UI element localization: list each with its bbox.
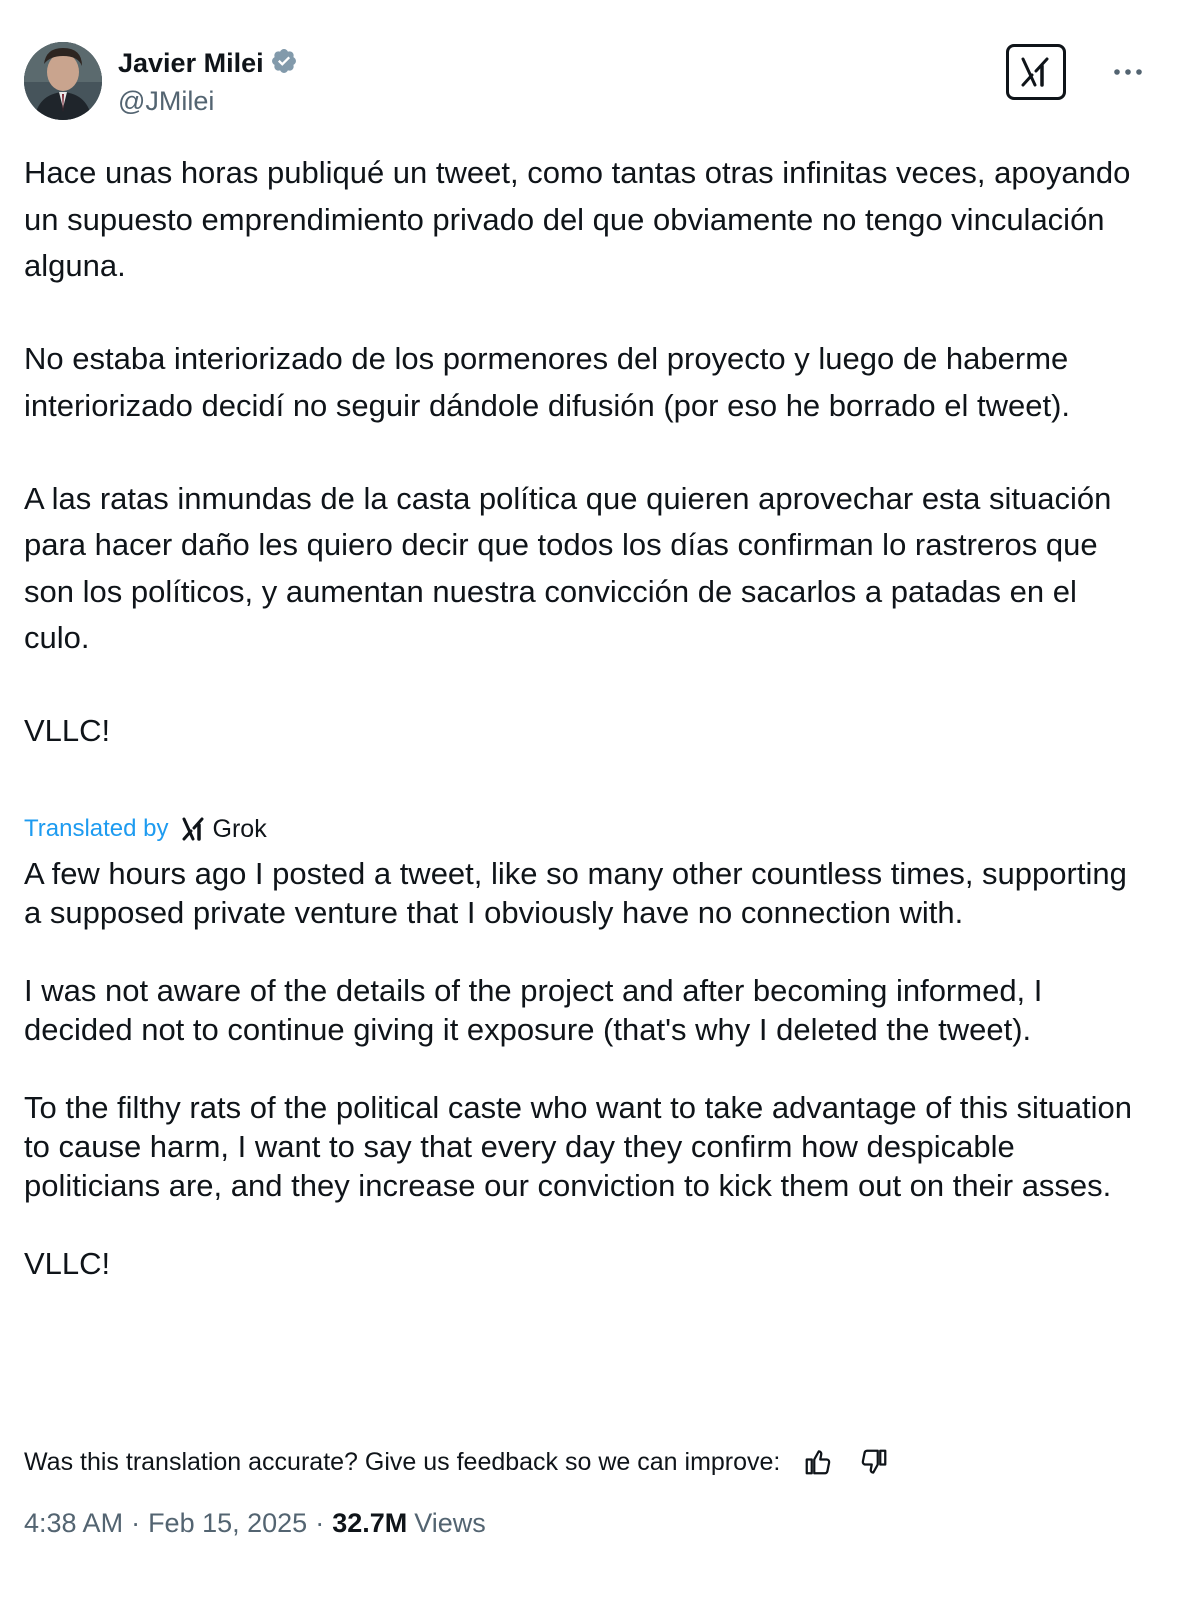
verified-badge-icon [270,47,298,80]
author-display-name[interactable]: Javier Milei [118,47,264,78]
original-paragraph-3: A las ratas inmundas de la casta política que quieren aprovechar esta situación para hacer daño les quiero decir que todos los días confirman lo rastreros que son los políticos, y aumentan nuestra convicción de sacarlos a patadas en el culo. [24,480,1112,655]
grok-button[interactable] [1006,44,1066,100]
translation-paragraph-4: VLLC! [24,1246,111,1281]
author-info [118,44,298,117]
translation-provider: Grok [212,814,267,843]
translation-paragraph-2: I was not aware of the details of the project and after becoming informed, I decided not to continue giving it exposure (that's why I deleted the tweet). [24,973,1043,1047]
more-options-button[interactable] [1108,54,1148,90]
original-paragraph-4: VLLC! [24,713,111,748]
tweet-time[interactable]: 4:38 AM [24,1508,124,1538]
author-handle[interactable]: @JMilei [118,86,215,116]
tweet-translation [24,854,1144,1283]
translated-by-row [24,812,267,846]
meta-separator: · [315,1508,325,1538]
translation-paragraph-3: To the filthy rats of the political caste who want to take advantage of this situation to cause harm, I want to say that every day they confirm how despicable politicians are, and they increase our conviction to kick them out on their asses. [24,1090,1133,1203]
thumbs-up-button[interactable] [798,1442,838,1482]
thumbs-down-icon [859,1447,889,1477]
translated-by-link[interactable]: Translated by [24,815,169,842]
views-count[interactable]: 32.7M [332,1508,408,1538]
more-horizontal-icon [1113,68,1143,76]
original-paragraph-1: Hace unas horas publiqué un tweet, como tantas otras infinitas veces, apoyando un supuesto emprendimiento privado del que obviamente no tengo vinculación alguna. [24,155,1131,283]
avatar-image [24,42,102,120]
grok-icon [1019,55,1053,89]
translation-paragraph-1: A few hours ago I posted a tweet, like so many other countless times, supporting a supposed private venture that I obviously have no connection with. [24,856,1127,930]
tweet-original-text [24,150,1144,755]
translation-feedback [24,1440,894,1484]
avatar[interactable] [24,42,102,120]
thumbs-down-button[interactable] [854,1442,894,1482]
meta-separator: · [131,1508,141,1538]
original-paragraph-2: No estaba interiorizado de los pormenores del proyecto y luego de haberme interiorizado decidí no seguir dándole difusión (por eso he borrado el tweet). [24,341,1071,423]
grok-logo-icon [181,816,207,842]
feedback-prompt: Was this translation accurate? Give us feedback so we can improve: [24,1447,781,1476]
tweet-date[interactable]: Feb 15, 2025 [148,1508,308,1538]
views-label[interactable]: Views [414,1508,486,1538]
tweet-header [24,42,1156,122]
tweet-meta [24,1508,486,1548]
thumbs-up-icon [803,1447,833,1477]
